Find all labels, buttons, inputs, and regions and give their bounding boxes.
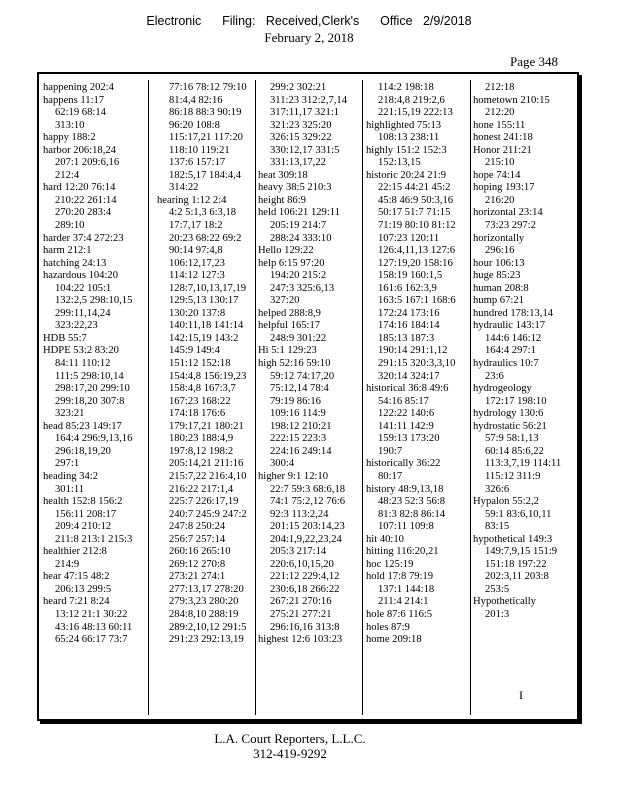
index-entry-line: 113:3,7,19 114:11 (485, 458, 562, 470)
index-entry-line: 273:21 274:1 (169, 571, 226, 583)
index-entry-line: helpful 165:17 (258, 320, 321, 332)
index-entry-line: 115:12 311:9 (485, 470, 541, 482)
index-entry-line: 43:16 48:13 60:11 (55, 621, 133, 633)
index-entry-line: 201:15 203:14,23 (270, 521, 345, 533)
index-entry-line: 164:4 296:9,13,16 (55, 433, 133, 445)
index-entry-line: 288:24 333:10 (270, 232, 332, 244)
index-entry-line: hydraulics 10:7 (473, 358, 539, 370)
index-entry-line: 313:10 (55, 119, 85, 131)
index-entry-line: health 152:8 156:2 (43, 496, 123, 508)
index-entry-line: 20:23 68:22 69:2 (169, 232, 242, 244)
index-entry-line: 218:4,8 219:2,6 (378, 94, 445, 106)
index-entry-line: 269:12 270:8 (169, 558, 226, 570)
index-entry-line: 92:3 113:2,24 (270, 508, 329, 520)
index-entry-line: 81:3 82:8 86:14 (378, 508, 446, 520)
index-entry-line: 320:14 324:17 (378, 370, 440, 382)
index-entry-line: 215:7,22 216:4,10 (169, 470, 247, 482)
index-entry-line: 298:17,20 299:10 (55, 383, 130, 395)
index-entry-line: heard 7:21 8:24 (43, 596, 110, 608)
index-entry-line: 118:10 119:21 (169, 144, 230, 156)
column-divider (362, 80, 363, 715)
index-entry-line: 202:3,11 203:8 (485, 571, 549, 583)
index-entry-line: 240:7 245:9 247:2 (169, 508, 247, 520)
index-entry-line: 144:6 146:12 (485, 332, 542, 344)
index-entry-line: 156:11 208:17 (55, 508, 117, 520)
index-entry-line: 197:8,12 198:2 (169, 445, 234, 457)
index-entry-line: 128:7,10,13,17,19 (169, 282, 247, 294)
index-entry-line: human 208:8 (473, 282, 529, 294)
column-divider (148, 80, 149, 715)
index-entry-line: 62:19 68:14 (55, 107, 106, 119)
index-column-1 (43, 82, 151, 647)
index-entry-line: 299:18,20 307:8 (55, 395, 125, 407)
footer-phone: 312-419-9292 (253, 746, 327, 761)
index-entry-line: hear 47:15 48:2 (43, 571, 110, 583)
index-entry-line: 140:11,18 141:14 (169, 320, 244, 332)
index-entry-line: 204:1,9,22,23,24 (270, 533, 342, 545)
index-entry-line: 163:5 167:1 168:6 (378, 295, 456, 307)
index-entry-line: high 52:16 59:10 (258, 358, 331, 370)
index-entry-line: hypothetical 149:3 (473, 533, 553, 545)
index-entry-line: Hypothetically (473, 596, 536, 608)
index-column-2 (157, 82, 265, 647)
index-entry-line: 179:17,21 180:21 (169, 420, 244, 432)
index-entry-line: 130:20 137:8 (169, 307, 226, 319)
index-entry-line: hundred 178:13,14 (473, 307, 554, 319)
index-entry-line: 190:7 (378, 445, 403, 457)
index-entry-line: 4:2 5:1,3 6:3,18 (169, 207, 237, 219)
index-entry-line: 323:21 (55, 408, 85, 420)
index-entry-line: hump 67:21 (473, 295, 524, 307)
index-entry-line: 54:16 85:17 (378, 395, 429, 407)
index-entry-line: 48:23 52:3 56:8 (378, 496, 446, 508)
index-entry-line: 317:11,17 321:1 (270, 107, 340, 119)
index-entry-line: 74:1 75:2,12 76:6 (270, 496, 346, 508)
index-entry-line: 299:11,14,24 (55, 307, 111, 319)
index-entry-line: 149:7,9,15 151:9 (485, 546, 558, 558)
index-entry-line: 151:18 197:22 (485, 558, 547, 570)
column-divider (470, 80, 471, 715)
index-entry-line: 137:1 144:18 (378, 583, 435, 595)
index-entry-line: heading 34:2 (43, 470, 99, 482)
index-entry-line: holes 87:9 (366, 621, 410, 633)
index-entry-line: 59:12 74:17,20 (270, 370, 335, 382)
index-entry-line: 114:12 127:3 (169, 270, 225, 282)
index-entry-line: heavy 38:5 210:3 (258, 182, 332, 194)
index-entry-line: 114:2 198:18 (378, 82, 434, 93)
index-entry-line: 73:23 297:2 (485, 220, 536, 232)
index-entry-line: Hello 129:22 (258, 245, 314, 257)
index-entry-line: highest 12:6 103:23 (258, 634, 343, 646)
index-entry-line: 267:21 270:16 (270, 596, 332, 608)
index-entry-line: 270:20 283:4 (55, 207, 112, 219)
index-entry-line: 253:5 (485, 583, 510, 595)
index-entry-line: 141:11 142:9 (378, 420, 434, 432)
column-divider (255, 80, 256, 715)
index-entry-line: hoc 125:19 (366, 558, 414, 570)
index-entry-line: 142:15,19 143:2 (169, 332, 239, 344)
index-entry-line: 158:19 160:1,5 (378, 270, 443, 282)
index-entry-line: Honor 211:21 (473, 144, 532, 156)
index-entry-line: 225:7 226:17,19 (169, 496, 239, 508)
index-entry-line: 174:18 176:6 (169, 408, 226, 420)
index-entry-line: 221:15,19 222:13 (378, 107, 453, 119)
filing-date: February 2, 2018 (264, 30, 354, 45)
index-entry-line: hydraulic 143:17 (473, 320, 546, 332)
index-entry-line: 126:4,11,13 127:6 (378, 245, 456, 257)
index-entry-line: 209:4 210:12 (55, 521, 112, 533)
index-entry-line: 216:20 (485, 194, 515, 206)
index-entry-line: hope 74:14 (473, 169, 521, 181)
index-entry-line: 212:20 (485, 107, 515, 119)
index-entry-line: 96:20 108:8 (169, 119, 220, 131)
index-entry-line: 71:19 80:10 81:12 (378, 220, 456, 232)
index-entry-line: hone 155:11 (473, 119, 526, 131)
index-entry-line: historic 20:24 21:9 (366, 169, 447, 181)
index-entry-line: 256:7 257:14 (169, 533, 226, 545)
index-entry-line: 222:15 223:3 (270, 433, 327, 445)
index-entry-line: higher 9:1 12:10 (258, 470, 329, 482)
index-box (37, 72, 579, 721)
index-entry-line: 301:11 (55, 483, 85, 495)
index-entry-line: 152:13,15 (378, 157, 421, 169)
index-entry-line: happening 202:4 (43, 82, 114, 93)
index-entry-line: happens 11:17 (43, 94, 105, 106)
index-entry-line: 206:13 299:5 (55, 583, 112, 595)
index-entry-line: helped 288:8,9 (258, 307, 321, 319)
index-entry-line: 215:10 (485, 157, 515, 169)
index-entry-line: 330:12,17 331:5 (270, 144, 340, 156)
index-entry-line: 300:4 (270, 458, 295, 470)
index-entry-line: harm 212:1 (43, 245, 92, 257)
index-entry-line: 289:2,10,12 291:5 (169, 621, 247, 633)
index-entry-line: honest 241:18 (473, 132, 533, 144)
index-entry-line: 230:6,18 266:22 (270, 583, 340, 595)
index-entry-line: 106:12,17,23 (169, 257, 225, 269)
index-entry-line: 247:3 325:6,13 (270, 282, 335, 294)
index-entry-line: 17:7,17 18:2 (169, 220, 223, 232)
index-entry-line: 296:16,16 313:8 (270, 621, 340, 633)
index-entry-line: harbor 206:18,24 (43, 144, 116, 156)
index-entry-line: help 6:15 97:20 (258, 257, 325, 269)
index-entry-line: 214:9 (55, 558, 80, 570)
index-entry-line: Hi 5:1 129:23 (258, 345, 317, 357)
index-entry-line: 291:23 292:13,19 (169, 634, 244, 646)
index-entry-line: 182:5,17 184:4,4 (169, 169, 242, 181)
index-entry-line: 90:14 97:4,8 (169, 245, 223, 257)
index-entry-line: hazardous 104:20 (43, 270, 119, 282)
index-entry-line: 205:3 217:14 (270, 546, 327, 558)
index-entry-line: 247:8 250:24 (169, 521, 226, 533)
index-entry-line: 158:4,8 167:3,7 (169, 383, 236, 395)
index-entry-line: 311:23 312:2,7,14 (270, 94, 348, 106)
index-entry-line: 205:19 214:7 (270, 220, 327, 232)
index-entry-line: highlighted 75:13 (366, 119, 442, 131)
filing-header: Electronic Filing: Received,Clerk's Office 2/9/2018 (146, 14, 472, 28)
index-entry-line: held 106:21 129:11 (258, 207, 340, 219)
index-entry-line: height 86:9 (258, 194, 306, 206)
index-entry-line: hard 12:20 76:14 (43, 182, 116, 194)
index-entry-line: happy 188:2 (43, 132, 96, 144)
index-entry-line: 159:13 173:20 (378, 433, 440, 445)
index-entry-line: 45:8 46:9 50:3,16 (378, 194, 454, 206)
index-entry-line: 167:23 168:22 (169, 395, 231, 407)
index-entry-line: 127:19,20 158:16 (378, 257, 453, 269)
index-entry-line: HDPE 53:2 83:20 (43, 345, 119, 357)
index-entry-line: healthier 212:8 (43, 546, 107, 558)
index-entry-line: 122:22 140:6 (378, 408, 435, 420)
index-entry-line: hatching 24:13 (43, 257, 107, 269)
index-entry-line: 194:20 215:2 (270, 270, 327, 282)
index-entry-line: hoping 193:17 (473, 182, 535, 194)
index-entry-line: hydrology 130:6 (473, 408, 544, 420)
index-entry-line: 198:12 210:21 (270, 420, 332, 432)
index-entry-line: 207:1 209:6,16 (55, 157, 120, 169)
index-entry-line: 108:13 238:11 (378, 132, 440, 144)
index-entry-line: 84:11 110:12 (55, 358, 111, 370)
index-entry-line: 107:11 109:8 (378, 521, 434, 533)
index-entry-line: 145:9 149:4 (169, 345, 220, 357)
index-entry-line: 331:13,17,22 (270, 157, 326, 169)
index-entry-line: home 209:18 (366, 634, 422, 646)
index-entry-line: 212:4 (55, 169, 80, 181)
index-entry-line: 248:9 301:22 (270, 332, 327, 344)
index-entry-line: 201:3 (485, 608, 510, 620)
index-entry-line: 77:16 78:12 79:10 (169, 82, 247, 93)
index-entry-line: 65:24 66:17 73:7 (55, 634, 128, 646)
index-entry-line: 137:6 157:17 (169, 157, 226, 169)
index-entry-line: 13:12 21:1 30:22 (55, 608, 128, 620)
index-entry-line: hydrostatic 56:21 (473, 420, 547, 432)
index-entry-line: 327:20 (270, 295, 300, 307)
index-entry-line: 23:6 (485, 370, 504, 382)
index-entry-line: head 85:23 149:17 (43, 420, 122, 432)
index-entry-line: hit 40:10 (366, 533, 404, 545)
index-entry-line: 323:22,23 (55, 320, 98, 332)
index-entry-line: 212:18 (485, 82, 515, 93)
index-entry-line: hometown 210:15 (473, 94, 550, 106)
index-entry-line: 185:13 187:3 (378, 332, 435, 344)
index-entry-line: hour 106:13 (473, 257, 525, 269)
index-entry-line: Hypalon 55:2,2 (473, 496, 539, 508)
index-entry-line: 86:18 88:3 90:19 (169, 107, 242, 119)
index-entry-line: 326:6 (485, 483, 510, 495)
index-entry-line: 326:15 329:22 (270, 132, 332, 144)
index-entry-line: 59:1 83:6,10,11 (485, 508, 552, 520)
index-entry-line: 180:23 188:4,9 (169, 433, 234, 445)
index-entry-line: 205:14,21 211:16 (169, 458, 244, 470)
index-entry-line: 81:4,4 82:16 (169, 94, 223, 106)
index-entry-line: highly 151:2 152:3 (366, 144, 447, 156)
index-entry-line: 109:16 114:9 (270, 408, 326, 420)
index-entry-line: 80:17 (378, 470, 403, 482)
index-entry-line: 79:19 86:16 (270, 395, 321, 407)
index-entry-line: 83:15 (485, 521, 510, 533)
index-column-5 (473, 82, 581, 622)
index-entry-line: 151:12 152:18 (169, 358, 231, 370)
page-marker: I (519, 688, 523, 702)
index-entry-line: 216:22 217:1,4 (169, 483, 234, 495)
index-entry-line: heat 309:18 (258, 169, 308, 181)
index-entry-line: hold 17:8 79:19 (366, 571, 434, 583)
index-entry-line: 297:1 (55, 458, 80, 470)
index-entry-line: 172:24 173:16 (378, 307, 440, 319)
index-entry-line: 321:23 325:20 (270, 119, 332, 131)
index-entry-line: hole 87:6 116:5 (366, 608, 433, 620)
index-entry-line: 132:2,5 298:10,15 (55, 295, 133, 307)
index-entry-line: 104:22 105:1 (55, 282, 112, 294)
index-entry-line: 57:9 58:1,13 (485, 433, 539, 445)
index-entry-line: 161:6 162:3,9 (378, 282, 437, 294)
index-entry-line: 296:18,19,20 (55, 445, 111, 457)
index-entry-line: 174:16 184:14 (378, 320, 440, 332)
index-entry-line: 22:15 44:21 45:2 (378, 182, 451, 194)
index-entry-line: 22:7 59:3 68:6,18 (270, 483, 346, 495)
index-entry-line: hydrogeology (473, 383, 532, 395)
index-entry-line: harder 37:4 272:23 (43, 232, 124, 244)
index-entry-line: horizontal 23:14 (473, 207, 543, 219)
index-entry-line: 210:22 261:14 (55, 194, 117, 206)
index-entry-line: 60:14 85:6,22 (485, 445, 544, 457)
index-entry-line: 291:15 320:3,3,10 (378, 358, 456, 370)
index-column-4 (366, 82, 474, 647)
index-entry-line: 115:17,21 117:20 (169, 132, 243, 144)
index-entry-line: horizontally (473, 232, 525, 244)
index-entry-line: 314:22 (169, 182, 199, 194)
index-entry-line: 211:4 214:1 (378, 596, 429, 608)
index-entry-line: 129:5,13 130:17 (169, 295, 239, 307)
index-entry-line: 75:12,14 78:4 (270, 383, 329, 395)
index-entry-line: 111:5 298:10,14 (55, 370, 124, 382)
index-entry-line: hitting 116:20,21 (366, 546, 439, 558)
index-entry-line: 211:8 213:1 215:3 (55, 533, 133, 545)
footer-company: L.A. Court Reporters, L.L.C. (214, 731, 366, 746)
index-entry-line: 220:6,10,15,20 (270, 558, 334, 570)
index-entry-line: hearing 1:12 2:4 (157, 194, 227, 206)
index-entry-line: 50:17 51:7 71:15 (378, 207, 451, 219)
index-entry-line: history 48:9,13,18 (366, 483, 444, 495)
index-column-3 (258, 82, 366, 647)
index-entry-line: HDB 55:7 (43, 332, 87, 344)
index-entry-line: huge 85:23 (473, 270, 521, 282)
index-entry-line: 190:14 291:1,12 (378, 345, 448, 357)
index-entry-line: 289:10 (55, 220, 85, 232)
index-entry-line: 154:4,8 156:19,23 (169, 370, 247, 382)
index-entry-line: 221:12 229:4,12 (270, 571, 340, 583)
index-entry-line: 284:8,10 288:19 (169, 608, 239, 620)
index-entry-line: 277:13,17 278:20 (169, 583, 244, 595)
index-entry-line: 296:16 (485, 245, 515, 257)
index-entry-line: 172:17 198:10 (485, 395, 547, 407)
index-entry-line: 279:3,23 280:20 (169, 596, 239, 608)
index-entry-line: historical 36:8 49:6 (366, 383, 449, 395)
index-entry-line: 260:16 265:10 (169, 546, 231, 558)
index-entry-line: 275:21 277:21 (270, 608, 332, 620)
page-number: Page 348 (509, 54, 558, 69)
index-entry-line: 224:16 249:14 (270, 445, 332, 457)
index-entry-line: 164:4 297:1 (485, 345, 536, 357)
index-entry-line: historically 36:22 (366, 458, 441, 470)
index-entry-line: 107:23 120:11 (378, 232, 440, 244)
index-entry-line: 299:2 302:21 (270, 82, 327, 93)
